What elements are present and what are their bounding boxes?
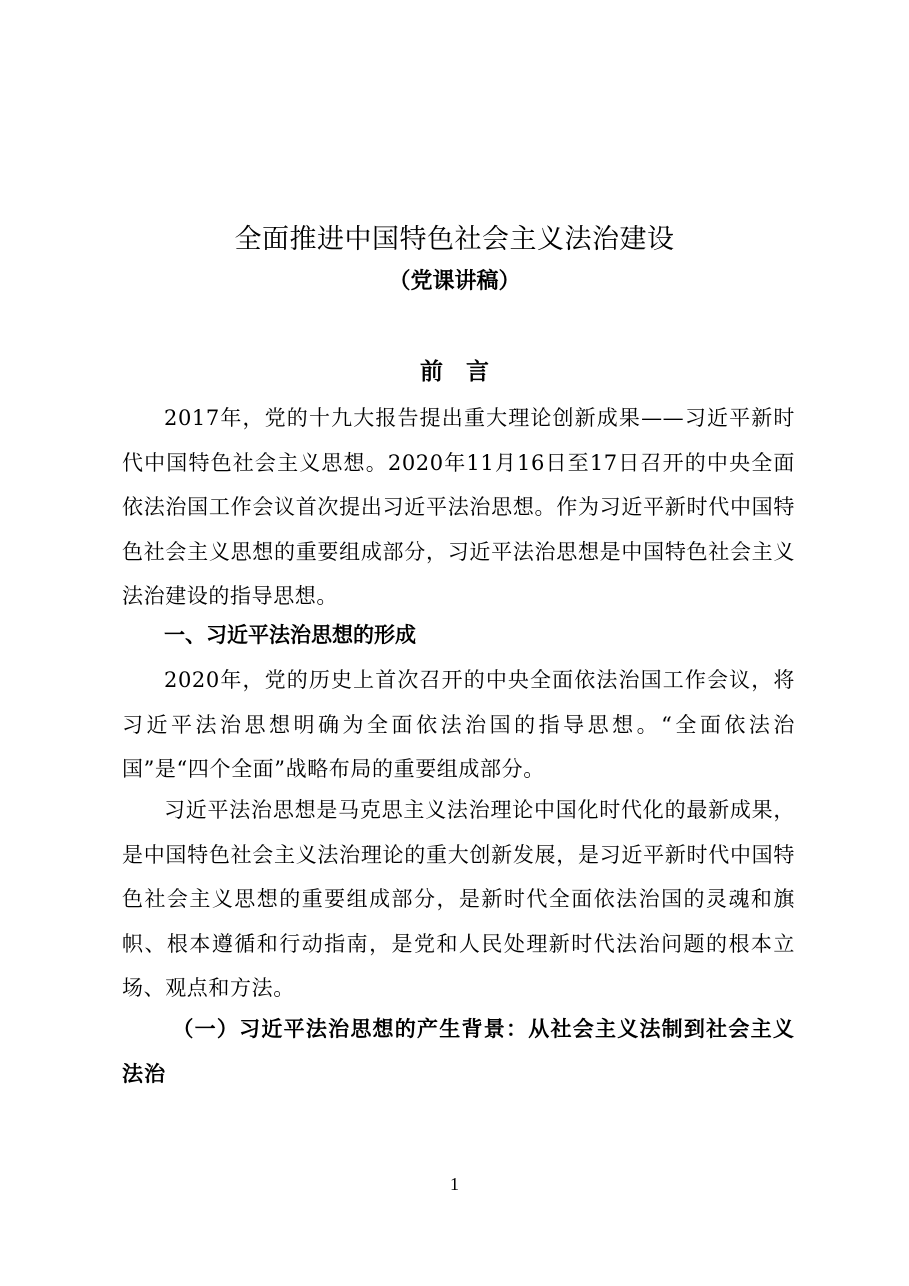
page-number: 1 bbox=[450, 1174, 459, 1194]
section-one-paragraph-1: 2020年，党的历史上首次召开的中央全面依法治国工作会议，将习近平法治思想明确为全面依法治国的指导思想。“全面依法治国”是“四个全面”战略布局的重要组成部分。 bbox=[122, 668, 795, 782]
document-title: 全面推进中国特色社会主义法治建设 bbox=[234, 224, 675, 255]
section-one-heading: 一、习近平法治思想的形成 bbox=[164, 623, 416, 647]
section-one-paragraph-2: 习近平法治思想是马克思主义法治理论中国化时代化的最新成果，是中国特色社会主义法治理论的重大创新发展，是习近平新时代中国特色社会主义思想的重要组成部分，是新时代全面依法治国的灵魂和旗帜、根本遵循和行动指南，是党和人民处理新时代法治问题的根本立场、观点和方法。 bbox=[122, 798, 795, 1001]
preface-paragraph: 2017年，党的十九大报告提出重大理论创新成果——习近平新时代中国特色社会主义思想。2020年11月16日至17日召开的中央全面依法治国工作会议首次提出习近平法治思想。作为习近平新时代中国特色社会主义思想的重要组成部分，习近平法治思想是中国特色社会主义法治建设的指导思想。 bbox=[122, 406, 795, 609]
document-subtitle: （党课讲稿） bbox=[388, 269, 521, 294]
subsection-one-heading: （一）习近平法治思想的产生背景：从社会主义法制到社会主义法治 bbox=[122, 1017, 795, 1086]
preface-heading: 前 言 bbox=[420, 359, 489, 385]
